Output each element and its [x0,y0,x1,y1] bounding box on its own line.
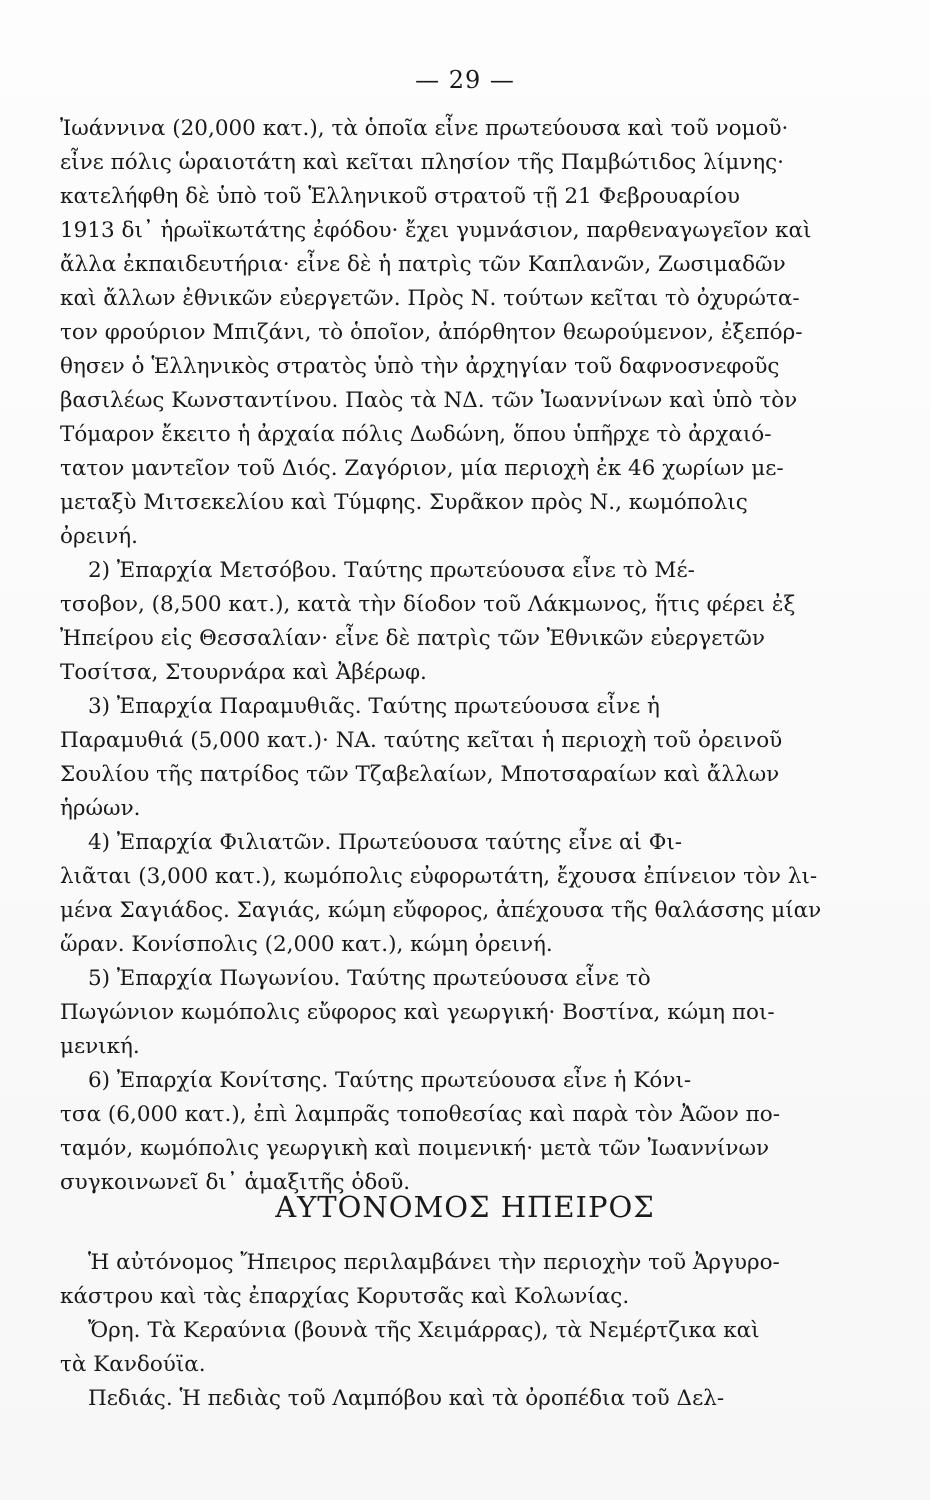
text-line: καὶ ἄλλων ἐθνικῶν εὐεργετῶν. Πρὸς Ν. τούτων κεῖται τὸ ὀχυρώτα- [60,286,800,311]
text-line: τὰ Κανδούϊα. [60,1352,206,1377]
page-number: — 29 — [415,66,515,94]
text-line: εἶνε πόλις ὡραιοτάτη καὶ κεῖται πλησίον τῆς Παμβώτιδος λίμνης· [60,150,784,175]
text-line: Τοσίτσα, Στουρνάρα καὶ Ἀβέρωφ. [60,660,427,685]
body-text-top [60,112,870,1200]
text-line: τον φρούριον Μπιζάνι, τὸ ὁποῖον, ἀπόρθητον θεωρούμενον, ἐξεπόρ- [60,320,803,345]
text-line: ὥραν. Κονίσπολις (2,000 κατ.), κώμη ὀρεινή. [60,932,553,957]
text-line: 3) Ἐπαρχία Παραμυθιᾶς. Ταύτης πρωτεύουσα εἶνε ἡ [88,694,660,719]
text-line: 6) Ἐπαρχία Κονίτσης. Ταύτης πρωτεύουσα εἶνε ἡ Κόνι- [88,1068,692,1093]
text-line: ἡρώων. [60,796,141,821]
section-heading: ΑΥΤΟΝΟΜΟΣ ΗΠΕΙΡΟΣ [275,1190,655,1224]
text-line: Πεδιάς. Ἡ πεδιὰς τοῦ Λαμπόβου καὶ τὰ ὀροπέδια τοῦ Δελ- [88,1386,725,1411]
text-line: λιᾶται (3,000 κατ.), κωμόπολις εὐφορωτάτη, ἔχουσα ἐπίνειον τὸν λι- [60,864,818,889]
text-line: μενική. [60,1034,140,1059]
text-line: συγκοινωνεῖ δι᾽ ἁμαξιτῆς ὁδοῦ. [60,1170,411,1195]
text-line: ταμόν, κωμόπολις γεωργικὴ καὶ ποιμενική· μετὰ τῶν Ἰωαννίνων [60,1136,770,1161]
text-line: Σουλίου τῆς πατρίδος τῶν Τζαβελαίων, Μποτσαραίων καὶ ἄλλων [60,762,780,787]
text-line: Ὄρη. Τὰ Κεραύνια (βουνὰ τῆς Χειμάρρας), τὰ Νεμέρτζικα καὶ [88,1318,760,1343]
text-line: μεταξὺ Μιτσεκελίου καὶ Τύμφης. Συρᾶκον πρὸς Ν., κωμόπολις [60,490,748,515]
text-line: τσα (6,000 κατ.), ἐπὶ λαμπρᾶς τοποθεσίας καὶ παρὰ τὸν Ἀῶον πο- [60,1102,780,1127]
text-line: ἄλλα ἐκπαιδευτήρια· εἶνε δὲ ἡ πατρὶς τῶν Καπλανῶν, Ζωσιμαδῶν [60,252,786,277]
text-line: Ἡ αὐτόνομος Ἤπειρος περιλαμβάνει τὴν περιοχὴν τοῦ Ἀργυρο- [88,1250,780,1275]
text-line: 1913 δι᾽ ἡρωϊκωτάτης ἐφόδου· ἔχει γυμνάσιον, παρθεναγωγεῖον καὶ [60,218,812,243]
text-line: 5) Ἐπαρχία Πωγωνίου. Ταύτης πρωτεύουσα εἶνε τὸ [88,966,651,991]
text-line: μένα Σαγιάδος. Σαγιάς, κώμη εὔφορος, ἀπέχουσα τῆς θαλάσσης μίαν [60,898,822,923]
text-line: 4) Ἐπαρχία Φιλιατῶν. Πρωτεύουσα ταύτης εἶνε αἱ Φι- [88,830,683,855]
text-line: θησεν ὁ Ἑλληνικὸς στρατὸς ὑπὸ τὴν ἀρχηγίαν τοῦ δαφνοσνεφοῦς [60,354,780,379]
body-text-bottom [60,1246,870,1416]
text-line: κάστρου καὶ τὰς ἐπαρχίας Κορυτσᾶς καὶ Κολωνίας. [60,1284,630,1309]
text-line: κατελήφθη δὲ ὑπὸ τοῦ Ἑλληνικοῦ στρατοῦ τῇ 21 Φεβρουαρίου [60,184,740,209]
text-line: Ἰωάννινα (20,000 κατ.), τὰ ὁποῖα εἶνε πρωτεύουσα καὶ τοῦ νομοῦ· [60,116,789,141]
text-line: Πωγώνιον κωμόπολις εὔφορος καὶ γεωργική· Βοστίνα, κώμη ποι- [60,1000,775,1025]
text-line: ὀρεινή. [60,524,138,549]
text-line: Παραμυθιά (5,000 κατ.)· ΝΑ. ταύτης κεῖται ἡ περιοχὴ τοῦ ὀρεινοῦ [60,728,783,753]
text-line: τατον μαντεῖον τοῦ Διός. Ζαγόριον, μία περιοχὴ ἐκ 46 χωρίων με- [60,456,784,481]
text-line: βασιλέως Κωνσταντίνου. Παὸς τὰ ΝΔ. τῶν Ἰωαννίνων καὶ ὑπὸ τὸν [60,388,798,413]
text-line: Ἠπείρου εἰς Θεσσαλίαν· εἶνε δὲ πατρὶς τῶν Ἐθνικῶν εὐεργετῶν [60,626,765,651]
text-line: 2) Ἐπαρχία Μετσόβου. Ταύτης πρωτεύουσα εἶνε τὸ Μέ- [88,558,695,583]
text-line: Τόμαρον ἔκειτο ἡ ἀρχαία πόλις Δωδώνη, ὅπου ὑπῆρχε τὸ ἀρχαιό- [60,422,772,447]
text-line: τσοβον, (8,500 κατ.), κατὰ τὴν δίοδον τοῦ Λάκμωνος, ἥτις φέρει ἐξ [60,592,796,617]
